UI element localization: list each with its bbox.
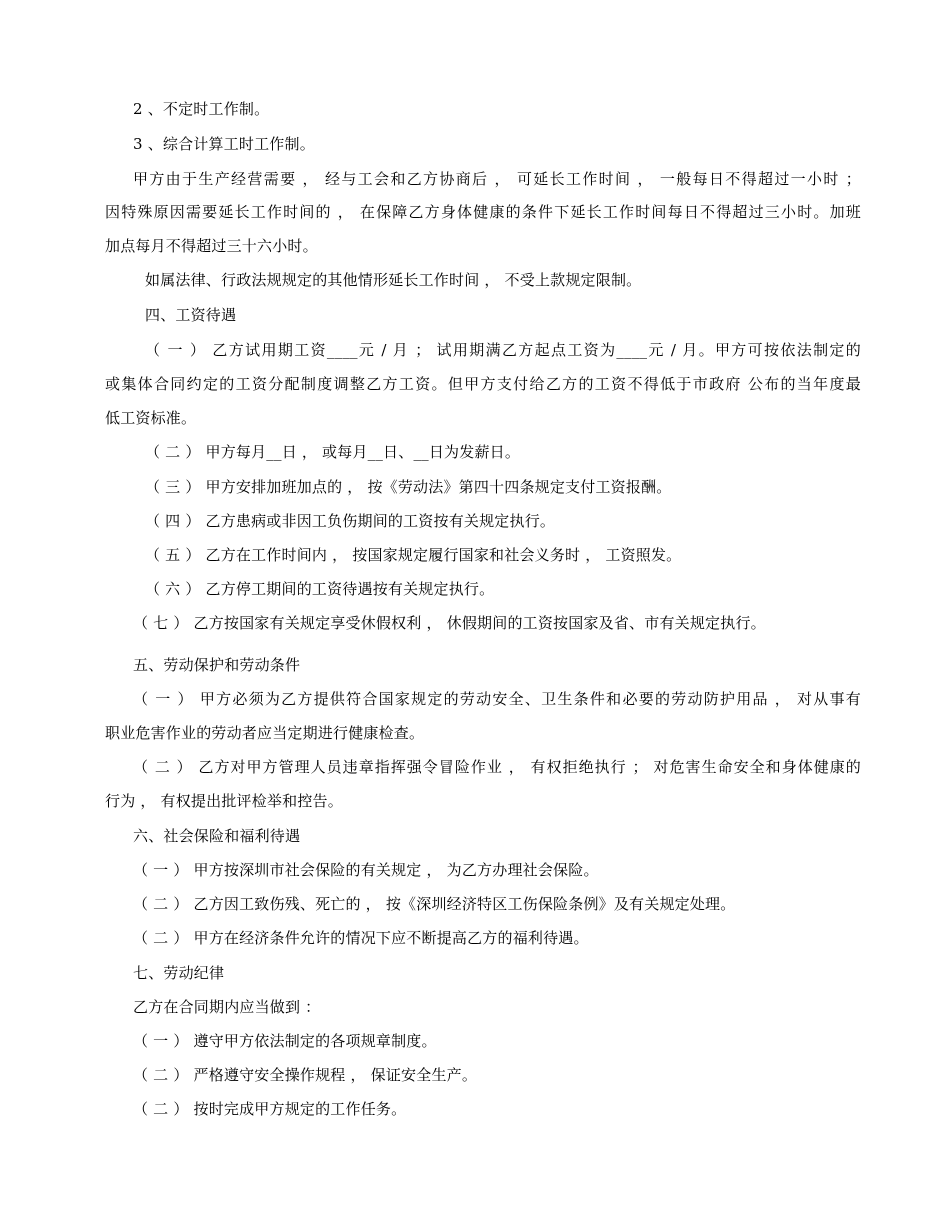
- text-line: 加点每月不得超过三十六小时。: [105, 237, 318, 255]
- text-line: （ 六 ） 乙方停工期间的工资待遇按有关规定执行。: [145, 580, 495, 598]
- text-line: （ 一 ） 甲方必须为乙方提供符合国家规定的劳动安全、卫生条件和必要的劳动防护用品 ， 对从事有: [133, 690, 861, 708]
- text-line: 如属法律、行政法规规定的其他情形延长工作时间 ， 不受上款规定限制。: [145, 271, 642, 289]
- text-line: （ 一 ） 甲方按深圳市社会保险的有关规定 ， 为乙方办理社会保险。: [133, 861, 599, 879]
- text-line: （ 一 ） 乙方试用期工资____元 / 月 ； 试用期满乙方起点工资为____元 / 月。甲方可按依法制定的: [145, 341, 861, 359]
- text-line: 3 、综合计算工时工作制。: [133, 135, 315, 153]
- text-line: （ 三 ） 甲方安排加班加点的 ， 按《劳动法》第四十四条规定支付工资报酬。: [145, 478, 672, 496]
- section-heading: 五、劳动保护和劳动条件: [133, 656, 301, 674]
- section-heading: 四、工资待遇: [145, 306, 237, 324]
- text-line: 2 、不定时工作制。: [133, 100, 270, 118]
- text-line: 乙方在合同期内应当做到 ：: [133, 998, 321, 1016]
- text-line: （ 二 ） 严格遵守安全操作规程 ， 保证安全生产。: [133, 1066, 478, 1084]
- text-line: 职业危害作业的劳动者应当定期进行健康检查。: [105, 724, 425, 742]
- text-line: （ 二 ） 甲方每月__日 ， 或每月__日、__日为发薪日。: [145, 443, 521, 461]
- text-line: （ 七 ） 乙方按国家有关规定享受休假权利 ， 休假期间的工资按国家及省、市有关规定执行。: [133, 614, 766, 632]
- section-heading: 七、劳动纪律: [133, 964, 225, 982]
- text-line: （ 二 ） 按时完成甲方规定的工作任务。: [133, 1100, 407, 1118]
- text-line: 或集体合同约定的工资分配制度调整乙方工资。但甲方支付给乙方的工资不得低于市政府 公布的当年度最: [105, 375, 861, 393]
- text-line: 甲方由于生产经营需要 ， 经与工会和乙方协商后 ， 可延长工作时间 ， 一般每日不得超过一小时 ；: [133, 170, 861, 188]
- text-line: （ 二 ） 乙方对甲方管理人员违章指挥强令冒险作业 ， 有权拒绝执行 ； 对危害生命安全和身体健康的: [133, 758, 861, 776]
- section-heading: 六、社会保险和福利待遇: [133, 827, 301, 845]
- text-line: （ 二 ） 乙方因工致伤残、死亡的 ， 按《深圳经济特区工伤保险条例》及有关规定处理。: [133, 895, 736, 913]
- text-line: （ 五 ） 乙方在工作时间内 ， 按国家规定履行国家和社会义务时 ， 工资照发。: [145, 546, 682, 564]
- text-line: （ 一 ） 遵守甲方依法制定的各项规章制度。: [133, 1032, 437, 1050]
- text-line: （ 四 ） 乙方患病或非因工负伤期间的工资按有关规定执行。: [145, 512, 556, 530]
- text-line: 行为 ， 有权提出批评检举和控告。: [105, 792, 343, 810]
- text-line: 因特殊原因需要延长工作时间的 ， 在保障乙方身体健康的条件下延长工作时间每日不得超过三小时。加班: [105, 203, 861, 221]
- text-line: 低工资标准。: [105, 409, 197, 427]
- text-line: （ 二 ） 甲方在经济条件允许的情况下应不断提高乙方的福利待遇。: [133, 929, 589, 947]
